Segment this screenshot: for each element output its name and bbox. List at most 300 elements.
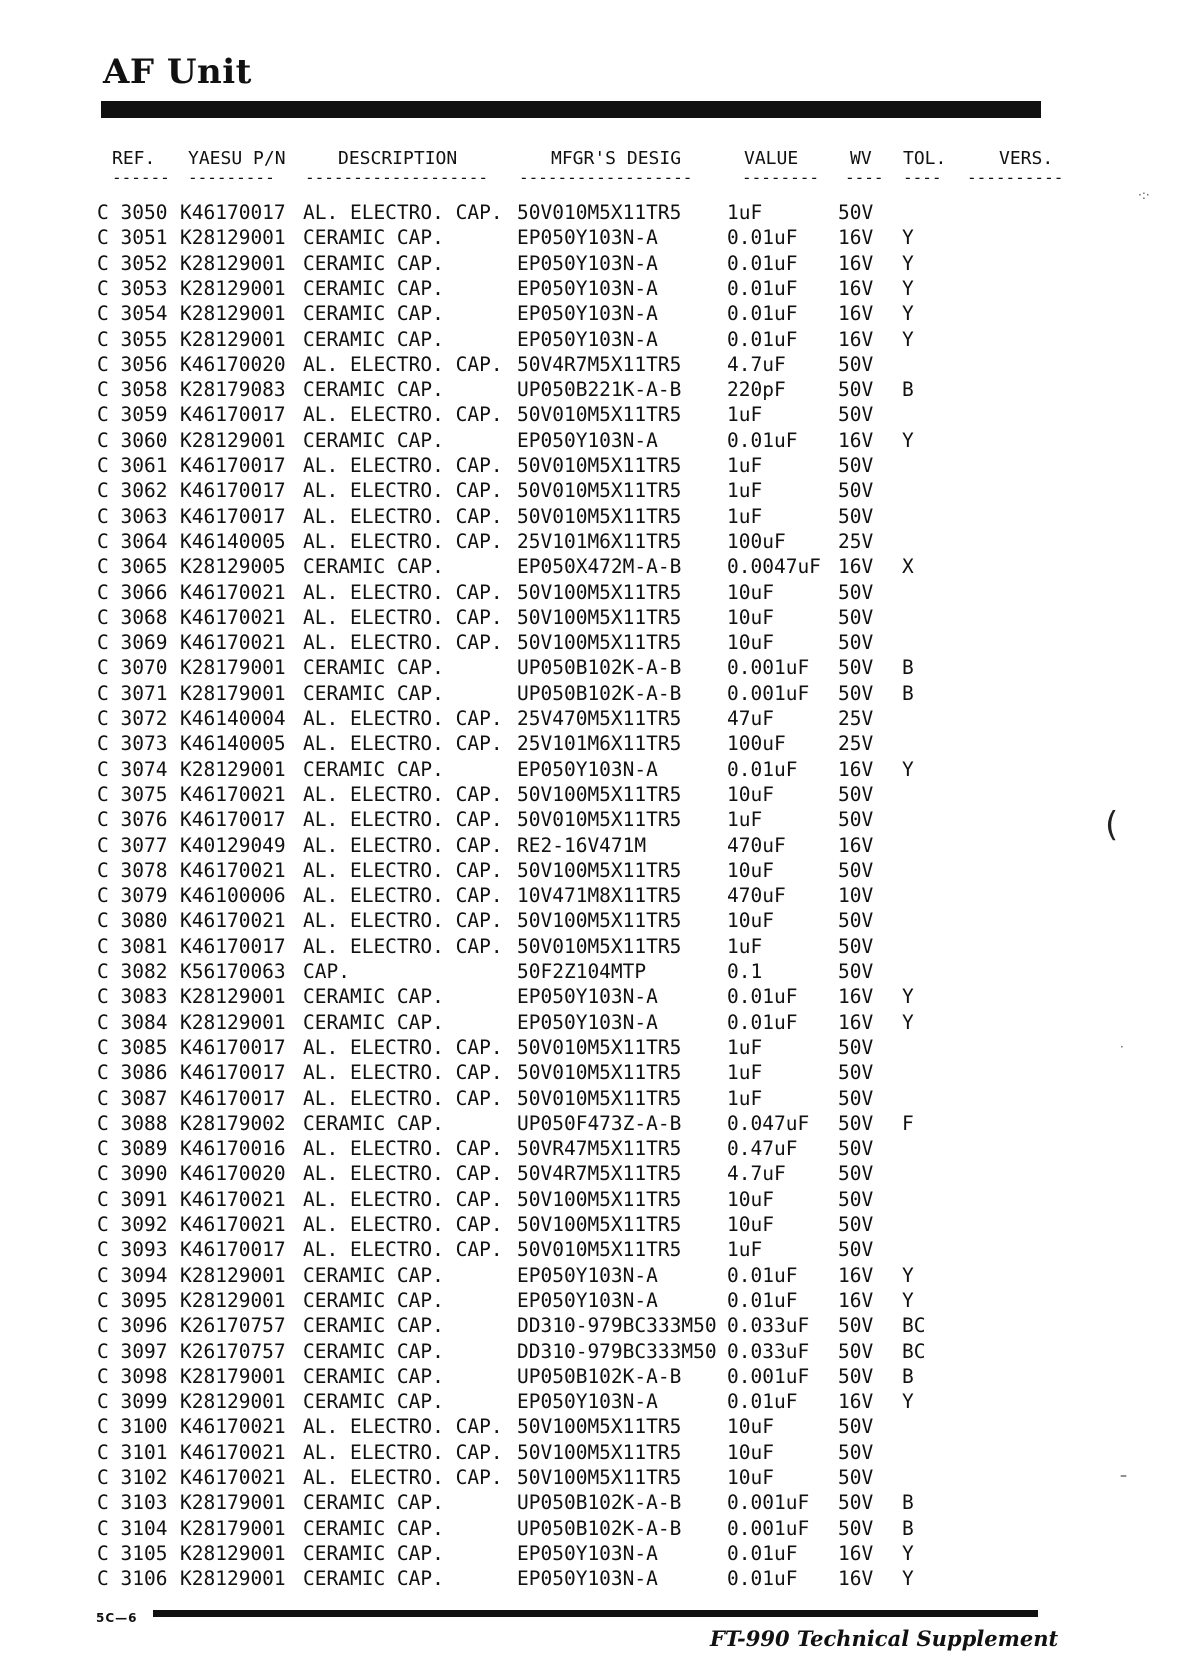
cell-ref: C 3052 [97, 251, 168, 275]
cell-ref: C 3089 [97, 1137, 168, 1161]
table-row [0, 908, 1190, 933]
cell-description: AL. ELECTRO. CAP. [303, 1086, 503, 1110]
table-row [0, 630, 1190, 655]
cell-mfgr-desig: 50F2Z104MTP [517, 960, 647, 983]
cell-part-number: K46170021 [180, 631, 286, 655]
cell-tol: F [902, 1111, 914, 1135]
cell-tol: Y [902, 1567, 914, 1591]
cell-description: CERAMIC CAP. [303, 757, 444, 781]
cell-description: AL. ELECTRO. CAP. [303, 1213, 503, 1236]
cell-part-number: K46100006 [180, 884, 286, 908]
cell-description: CERAMIC CAP. [303, 428, 444, 452]
cell-tol: B [902, 681, 914, 705]
cell-description: AL. ELECTRO. CAP. [303, 403, 503, 427]
cell-wv: 50V [838, 1137, 874, 1161]
cell-value: 0.01uF [727, 1288, 798, 1312]
cell-part-number: K26170757 [180, 1314, 286, 1338]
table-row [0, 1136, 1190, 1161]
cell-mfgr-desig: EP050Y103N-A [517, 985, 658, 1009]
table-row [0, 251, 1190, 276]
cell-wv: 50V [838, 1314, 874, 1338]
cell-wv: 50V [838, 808, 874, 832]
cell-ref: C 3064 [97, 529, 168, 553]
table-row [0, 605, 1190, 630]
cell-description: CERAMIC CAP. [303, 251, 444, 275]
cell-mfgr-desig: EP050Y103N-A [517, 1567, 658, 1591]
cell-tol: Y [902, 757, 914, 781]
underline-value: -------- [742, 168, 820, 187]
cell-ref: C 3054 [97, 302, 168, 326]
cell-part-number: K28129001 [180, 1288, 286, 1312]
cell-description: CERAMIC CAP. [303, 276, 444, 300]
cell-part-number: K28179083 [180, 378, 286, 402]
cell-part-number: K28129001 [180, 251, 286, 275]
scan-speck: ·:· [1138, 188, 1150, 202]
cell-value: 47uF [727, 707, 774, 730]
cell-value: 470uF [727, 833, 786, 857]
cell-part-number: K28179001 [180, 681, 286, 705]
table-row [0, 478, 1190, 503]
cell-description: CERAMIC CAP. [303, 656, 444, 680]
table-row [0, 529, 1190, 554]
cell-mfgr-desig: UP050F473Z-A-B [517, 1111, 682, 1135]
table-row [0, 1414, 1190, 1439]
underline-part-number: --------- [188, 168, 275, 187]
cell-part-number: K28129001 [180, 1541, 286, 1565]
cell-description: CERAMIC CAP. [303, 1314, 444, 1338]
header-underline [0, 168, 1190, 191]
cell-wv: 16V [838, 1541, 874, 1565]
cell-description: AL. ELECTRO. CAP. [303, 1466, 503, 1489]
cell-ref: C 3102 [97, 1466, 168, 1489]
scan-speck: – [1120, 1468, 1127, 1484]
cell-part-number: K56170063 [180, 960, 286, 983]
table-row [0, 807, 1190, 832]
cell-part-number: K28179001 [180, 1364, 286, 1388]
cell-description: CERAMIC CAP. [303, 1288, 444, 1312]
cell-ref: C 3083 [97, 985, 168, 1009]
cell-wv: 50V [838, 934, 874, 958]
cell-ref: C 3090 [97, 1162, 168, 1186]
cell-wv: 50V [838, 605, 874, 629]
cell-wv: 50V [838, 1466, 874, 1489]
underline-vers: ---------- [967, 168, 1064, 187]
cell-tol: Y [902, 302, 914, 326]
cell-mfgr-desig: EP050Y103N-A [517, 327, 658, 351]
cell-mfgr-desig: UP050B102K-A-B [517, 1491, 682, 1515]
cell-tol: Y [902, 226, 914, 250]
table-row [0, 984, 1190, 1009]
cell-description: AL. ELECTRO. CAP. [303, 631, 503, 655]
cell-description: CERAMIC CAP. [303, 1364, 444, 1388]
table-row [0, 225, 1190, 250]
cell-mfgr-desig: 50VR47M5X11TR5 [517, 1137, 682, 1161]
cell-ref: C 3053 [97, 276, 168, 300]
cell-mfgr-desig: 50V010M5X11TR5 [517, 1035, 682, 1059]
table-row [0, 1060, 1190, 1085]
cell-wv: 16V [838, 1288, 874, 1312]
table-row [0, 731, 1190, 756]
cell-ref: C 3059 [97, 403, 168, 427]
cell-wv: 16V [838, 985, 874, 1009]
cell-wv: 50V [838, 858, 874, 882]
cell-mfgr-desig: 50V010M5X11TR5 [517, 454, 682, 477]
cell-part-number: K28179001 [180, 1491, 286, 1515]
table-row [0, 1389, 1190, 1414]
header-mfgr-desig: MFGR'S DESIG [551, 148, 682, 169]
underline-mfgr-desig: ------------------ [519, 168, 693, 187]
cell-value: 0.001uF [727, 656, 810, 680]
cell-ref: C 3058 [97, 378, 168, 402]
cell-value: 4.7uF [727, 1162, 786, 1186]
cell-value: 10uF [727, 1187, 774, 1211]
cell-part-number: K46170016 [180, 1137, 286, 1161]
table-row [0, 453, 1190, 478]
header-vers: VERS. [999, 148, 1054, 169]
cell-part-number: K28129001 [180, 1390, 286, 1414]
cell-wv: 25V [838, 707, 874, 730]
cell-part-number: K46170021 [180, 1213, 286, 1236]
cell-description: AL. ELECTRO. CAP. [303, 1415, 503, 1439]
table-row [0, 757, 1190, 782]
cell-ref: C 3074 [97, 757, 168, 781]
cell-ref: C 3105 [97, 1541, 168, 1565]
cell-part-number: K46170020 [180, 1162, 286, 1186]
cell-description: CERAMIC CAP. [303, 1111, 444, 1135]
cell-mfgr-desig: 50V010M5X11TR5 [517, 504, 682, 528]
cell-mfgr-desig: DD310-979BC333M50 [517, 1314, 717, 1338]
cell-description: CERAMIC CAP. [303, 1567, 444, 1591]
cell-tol: B [902, 656, 914, 680]
cell-description: AL. ELECTRO. CAP. [303, 1061, 503, 1085]
cell-ref: C 3080 [97, 909, 168, 933]
cell-ref: C 3079 [97, 884, 168, 908]
cell-value: 0.0047uF [727, 555, 821, 579]
cell-description: AL. ELECTRO. CAP. [303, 529, 503, 553]
cell-value: 0.01uF [727, 1263, 798, 1287]
cell-ref: C 3086 [97, 1061, 168, 1085]
cell-ref: C 3103 [97, 1491, 168, 1515]
cell-value: 1uF [727, 808, 763, 832]
cell-part-number: K46170021 [180, 605, 286, 629]
cell-value: 1uF [727, 403, 763, 427]
scan-speck: · [1120, 1040, 1124, 1054]
cell-value: 0.001uF [727, 1364, 810, 1388]
cell-description: AL. ELECTRO. CAP. [303, 808, 503, 832]
cell-part-number: K46140005 [180, 529, 286, 553]
cell-tol: X [902, 555, 914, 579]
cell-ref: C 3062 [97, 479, 168, 503]
cell-description: CERAMIC CAP. [303, 378, 444, 402]
cell-mfgr-desig: EP050Y103N-A [517, 302, 658, 326]
cell-value: 10uF [727, 605, 774, 629]
cell-value: 0.01uF [727, 757, 798, 781]
cell-mfgr-desig: 10V471M8X11TR5 [517, 884, 682, 908]
cell-ref: C 3097 [97, 1339, 168, 1363]
cell-description: AL. ELECTRO. CAP. [303, 858, 503, 882]
cell-ref: C 3051 [97, 226, 168, 250]
cell-description: AL. ELECTRO. CAP. [303, 504, 503, 528]
cell-wv: 50V [838, 1035, 874, 1059]
cell-value: 1uF [727, 201, 763, 224]
header-part-number: YAESU P/N [188, 148, 286, 169]
cell-wv: 50V [838, 656, 874, 680]
cell-description: CERAMIC CAP. [303, 1010, 444, 1034]
cell-wv: 50V [838, 1491, 874, 1515]
cell-ref: C 3068 [97, 605, 168, 629]
cell-description: AL. ELECTRO. CAP. [303, 479, 503, 503]
table-row [0, 352, 1190, 377]
cell-part-number: K46170020 [180, 352, 286, 376]
cell-value: 0.01uF [727, 1010, 798, 1034]
cell-wv: 16V [838, 276, 874, 300]
table-row [0, 200, 1190, 225]
cell-ref: C 3060 [97, 428, 168, 452]
cell-part-number: K28129001 [180, 1567, 286, 1591]
cell-ref: C 3055 [97, 327, 168, 351]
cell-part-number: K46170021 [180, 909, 286, 933]
cell-mfgr-desig: 50V4R7M5X11TR5 [517, 1162, 682, 1186]
cell-mfgr-desig: 50V010M5X11TR5 [517, 1061, 682, 1085]
header-wv: WV [850, 148, 872, 169]
cell-wv: 50V [838, 1339, 874, 1363]
cell-ref: C 3081 [97, 934, 168, 958]
cell-value: 0.01uF [727, 428, 798, 452]
cell-wv: 16V [838, 757, 874, 781]
table-row [0, 706, 1190, 731]
cell-description: AL. ELECTRO. CAP. [303, 909, 503, 933]
cell-wv: 50V [838, 1061, 874, 1085]
cell-ref: C 3099 [97, 1390, 168, 1414]
cell-mfgr-desig: 50V100M5X11TR5 [517, 580, 682, 604]
table-row [0, 681, 1190, 706]
cell-wv: 50V [838, 960, 874, 983]
cell-value: 10uF [727, 580, 774, 604]
table-row [0, 327, 1190, 352]
cell-description: AL. ELECTRO. CAP. [303, 605, 503, 629]
cell-value: 220pF [727, 378, 786, 402]
cell-description: CERAMIC CAP. [303, 1541, 444, 1565]
cell-ref: C 3087 [97, 1086, 168, 1110]
scan-mark: ( [1105, 805, 1119, 845]
cell-ref: C 3077 [97, 833, 168, 857]
cell-value: 0.033uF [727, 1339, 810, 1363]
cell-description: CERAMIC CAP. [303, 1491, 444, 1515]
cell-mfgr-desig: 50V010M5X11TR5 [517, 479, 682, 503]
cell-value: 1uF [727, 1238, 763, 1262]
cell-part-number: K28179002 [180, 1111, 286, 1135]
cell-part-number: K28129001 [180, 226, 286, 250]
cell-mfgr-desig: 50V100M5X11TR5 [517, 909, 682, 933]
cell-mfgr-desig: UP050B102K-A-B [517, 1516, 682, 1540]
cell-wv: 50V [838, 378, 874, 402]
cell-mfgr-desig: 50V100M5X11TR5 [517, 858, 682, 882]
cell-part-number: K46170017 [180, 1086, 286, 1110]
cell-value: 10uF [727, 909, 774, 933]
cell-part-number: K46170021 [180, 1440, 286, 1464]
cell-ref: C 3056 [97, 352, 168, 376]
table-row [0, 1111, 1190, 1136]
cell-part-number: K28129001 [180, 302, 286, 326]
cell-part-number: K28129001 [180, 1263, 286, 1287]
cell-mfgr-desig: EP050Y103N-A [517, 428, 658, 452]
cell-mfgr-desig: EP050Y103N-A [517, 1541, 658, 1565]
cell-description: CERAMIC CAP. [303, 1263, 444, 1287]
footer-title: FT-990 Technical Supplement [710, 1626, 1059, 1651]
cell-value: 0.01uF [727, 226, 798, 250]
cell-description: CERAMIC CAP. [303, 302, 444, 326]
cell-description: AL. ELECTRO. CAP. [303, 732, 503, 756]
cell-ref: C 3094 [97, 1263, 168, 1287]
table-row [0, 580, 1190, 605]
table-row [0, 1364, 1190, 1389]
cell-wv: 50V [838, 352, 874, 376]
cell-wv: 50V [838, 1238, 874, 1262]
cell-value: 0.47uF [727, 1137, 798, 1161]
cell-ref: C 3091 [97, 1187, 168, 1211]
cell-mfgr-desig: DD310-979BC333M50 [517, 1339, 717, 1363]
table-row [0, 1263, 1190, 1288]
cell-value: 1uF [727, 1086, 763, 1110]
cell-ref: C 3088 [97, 1111, 168, 1135]
cell-mfgr-desig: UP050B102K-A-B [517, 681, 682, 705]
cell-description: AL. ELECTRO. CAP. [303, 352, 503, 376]
cell-value: 100uF [727, 529, 786, 553]
cell-description: CAP. [303, 960, 350, 983]
cell-value: 0.001uF [727, 1491, 810, 1515]
cell-wv: 50V [838, 580, 874, 604]
table-row [0, 554, 1190, 579]
cell-description: AL. ELECTRO. CAP. [303, 1238, 503, 1262]
cell-part-number: K46170017 [180, 1238, 286, 1262]
underline-description: ------------------- [305, 168, 489, 187]
cell-value: 10uF [727, 1466, 774, 1489]
table-row [0, 1541, 1190, 1566]
cell-description: CERAMIC CAP. [303, 1516, 444, 1540]
cell-value: 1uF [727, 504, 763, 528]
cell-part-number: K46140005 [180, 732, 286, 756]
cell-description: AL. ELECTRO. CAP. [303, 201, 503, 224]
table-row [0, 1035, 1190, 1060]
cell-mfgr-desig: EP050Y103N-A [517, 1010, 658, 1034]
cell-ref: C 3076 [97, 808, 168, 832]
cell-tol: Y [902, 1390, 914, 1414]
cell-ref: C 3093 [97, 1238, 168, 1262]
cell-mfgr-desig: 25V101M6X11TR5 [517, 529, 682, 553]
cell-value: 0.01uF [727, 251, 798, 275]
cell-wv: 16V [838, 833, 874, 857]
cell-mfgr-desig: 50V010M5X11TR5 [517, 1086, 682, 1110]
cell-description: AL. ELECTRO. CAP. [303, 833, 503, 857]
cell-value: 0.01uF [727, 327, 798, 351]
cell-mfgr-desig: UP050B102K-A-B [517, 1364, 682, 1388]
cell-description: CERAMIC CAP. [303, 1339, 444, 1363]
underline-wv: ---- [845, 168, 884, 187]
header-value: VALUE [744, 148, 799, 169]
table-row [0, 959, 1190, 984]
cell-mfgr-desig: 50V010M5X11TR5 [517, 934, 682, 958]
cell-description: AL. ELECTRO. CAP. [303, 1440, 503, 1464]
cell-ref: C 3069 [97, 631, 168, 655]
cell-part-number: K46170021 [180, 858, 286, 882]
table-row [0, 1161, 1190, 1186]
cell-mfgr-desig: EP050Y103N-A [517, 1288, 658, 1312]
cell-mfgr-desig: 50V100M5X11TR5 [517, 1466, 682, 1489]
cell-part-number: K46170021 [180, 1415, 286, 1439]
cell-wv: 50V [838, 1415, 874, 1439]
table-row [0, 1288, 1190, 1313]
cell-value: 0.01uF [727, 1567, 798, 1591]
cell-tol: Y [902, 1288, 914, 1312]
cell-part-number: K46170017 [180, 454, 286, 477]
cell-part-number: K40129049 [180, 833, 286, 857]
cell-value: 10uF [727, 1440, 774, 1464]
cell-mfgr-desig: 50V010M5X11TR5 [517, 201, 682, 224]
cell-tol: Y [902, 251, 914, 275]
table-row [0, 782, 1190, 807]
cell-part-number: K46170017 [180, 808, 286, 832]
cell-description: CERAMIC CAP. [303, 327, 444, 351]
cell-part-number: K28129001 [180, 757, 286, 781]
cell-wv: 10V [838, 884, 874, 908]
cell-wv: 16V [838, 251, 874, 275]
cell-description: CERAMIC CAP. [303, 1390, 444, 1414]
cell-part-number: K46170017 [180, 1035, 286, 1059]
cell-wv: 50V [838, 454, 874, 477]
cell-value: 10uF [727, 631, 774, 655]
cell-value: 10uF [727, 1415, 774, 1439]
cell-value: 0.001uF [727, 1516, 810, 1540]
cell-mfgr-desig: 50V100M5X11TR5 [517, 1440, 682, 1464]
cell-wv: 16V [838, 302, 874, 326]
cell-part-number: K28129001 [180, 428, 286, 452]
cell-description: CERAMIC CAP. [303, 226, 444, 250]
cell-wv: 25V [838, 529, 874, 553]
cell-wv: 16V [838, 327, 874, 351]
cell-ref: C 3082 [97, 960, 168, 983]
table-row [0, 1212, 1190, 1237]
cell-part-number: K46170021 [180, 1466, 286, 1489]
cell-value: 470uF [727, 884, 786, 908]
cell-part-number: K46170017 [180, 201, 286, 224]
cell-ref: C 3063 [97, 504, 168, 528]
cell-mfgr-desig: EP050Y103N-A [517, 276, 658, 300]
cell-tol: Y [902, 428, 914, 452]
table-row [0, 301, 1190, 326]
cell-ref: C 3101 [97, 1440, 168, 1464]
cell-part-number: K28129001 [180, 276, 286, 300]
cell-mfgr-desig: UP050B221K-A-B [517, 378, 682, 402]
cell-ref: C 3071 [97, 681, 168, 705]
cell-mfgr-desig: 50V010M5X11TR5 [517, 403, 682, 427]
cell-tol: Y [902, 985, 914, 1009]
cell-ref: C 3085 [97, 1035, 168, 1059]
cell-ref: C 3096 [97, 1314, 168, 1338]
table-row [0, 377, 1190, 402]
cell-part-number: K28129001 [180, 985, 286, 1009]
header-tol: TOL. [903, 148, 947, 169]
cell-mfgr-desig: 25V470M5X11TR5 [517, 707, 682, 730]
cell-value: 0.1 [727, 960, 763, 983]
cell-tol: B [902, 1491, 914, 1515]
page-number: 5C—6 [96, 1611, 138, 1625]
cell-wv: 16V [838, 555, 874, 579]
cell-part-number: K46140004 [180, 707, 286, 730]
cell-part-number: K28129001 [180, 327, 286, 351]
cell-part-number: K26170757 [180, 1339, 286, 1363]
cell-value: 1uF [727, 479, 763, 503]
cell-value: 10uF [727, 858, 774, 882]
